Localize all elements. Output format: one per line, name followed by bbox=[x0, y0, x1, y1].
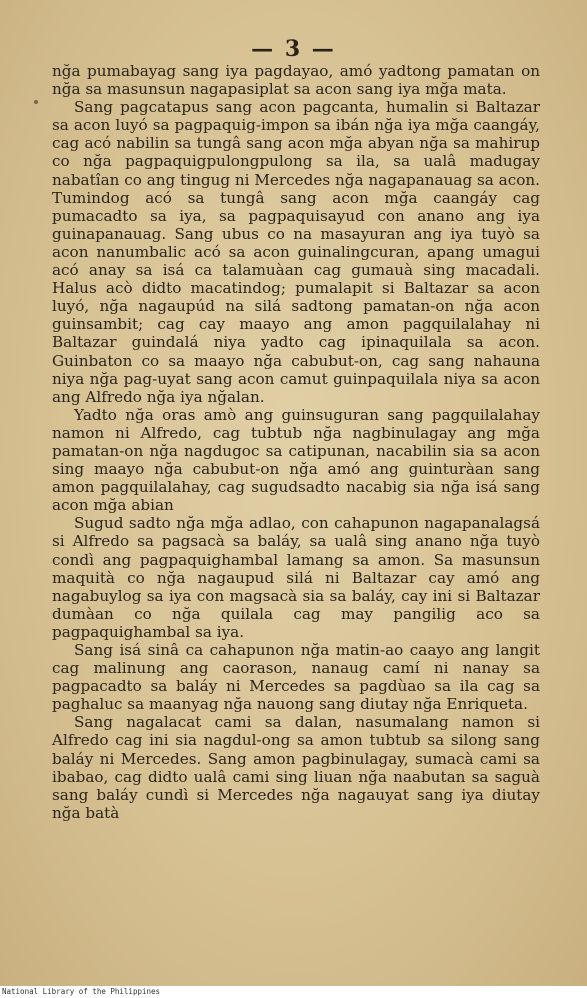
paragraph-3: Yadto nğa oras amò ang guinsuguran sang pagquilalahay namon ni Alfredo, cag tubtub nğa nagbinulagay ang mğa pamatan-on nğa nagdugoc sa catipunan, nacabilin sia sa acon sing maayo nğa cabubut-on nğa amó ang guinturàan sang amon pagquilalahay, cag sugudsadto nacabig sia nğa isá sang acon mğa abian bbox=[52, 405, 540, 515]
page-number: — 3 — bbox=[251, 36, 336, 62]
paragraph-1: nğa pumabayag sang iya pagdayao, amó yadtong pamatan on nğa sa masunsun nagapasiplat sa acon sang iya mğa mata. bbox=[52, 62, 540, 99]
paragraph-4: Sugud sadto nğa mğa adlao, con cahapunon nagapanalagsá si Alfredo sa pagsacà sa baláy, sa ualâ sing anano nğa tuyò condì ang pagpaquighambal lamang sa amon. Sa masunsun maquità co nğa nagaupud silá ni Baltazar cay amó ang nagabuylog sa iya con magsacà sia sa baláy, cay ini si Baltazar dumàan co nğa quilala cag may pangilig aco sa pagpaquighambal sa iya. bbox=[52, 514, 540, 641]
ink-speck bbox=[34, 100, 38, 104]
paragraph-6: Sang nagalacat cami sa dalan, nasumalang namon si Alfredo cag ini sia nagdul-ong sa amon tubtub sa silong sang baláy ni Mercedes. Sang amon pagbinulagay, sumacà cami sa ibabao, cag didto ualâ cami sing liuan nğa naabutan sa saguà sang baláy cundì si Mercedes nğa nagauyat sang iya diutay nğa batà bbox=[52, 713, 540, 822]
body-text bbox=[52, 62, 540, 822]
library-footer: National Library of the Philippines bbox=[0, 986, 587, 998]
paragraph-5: Sang isá sinâ ca cahapunon nğa matin-ao caayo ang langit cag malinung ang caorason, nanaug camí ni nanay sa pagpacadto sa baláy ni Mercedes sa pagdùao sa ila cag sa paghaluc sa maanyag nğa nauong sang diutay nğa Enriqueta. bbox=[52, 641, 540, 714]
paragraph-2: Sang pagcatapus sang acon pagcanta, humalin si Baltazar sa acon luyó sa pagpaquig-impon sa ibán nğa iya mğa caangáy, cag acó nabilin sa tungâ sang acon mğa abyan nğa sa mahirup co nğa pagpaquigpulongpulong sa ila, sa ualâ madugay nabatîan co ang tingug ni Mercedes nğa nagapanauag sa acon. Tumindog acó sa tungâ sang acon mğa caangáy cag pumacadto sa iya, sa pagpaquisayud con anano ang iya guinapanauag. Sang ubus co na masayuran ang iya tuyò sa acon nanumbalic acó sa acon guinalingcuran, apang umagui acó anay sa isá ca talamuàan cag gumauà sing macadali. Halus acò didto macatindog; pumalapit si Baltazar sa acon luyó, nğa nagaupúd na silá sadtong pamatan-on nğa acon guinsambit; cag cay maayo ang amon pagquilalahay ni Baltazar guindalá niya yadto cag ipinaquilala sa acon. Guinbaton co sa maayo nğa cabubut-on, cag sang nahauna niya nğa pag-uyat sang acon camut guinpaquilala niya sa acon ang Alfredo nğa iya nğalan. bbox=[52, 98, 540, 406]
